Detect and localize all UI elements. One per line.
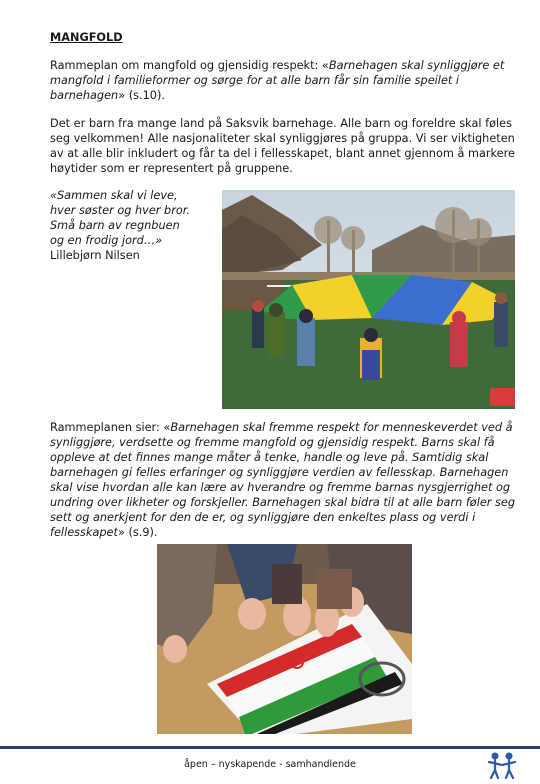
page-heading: MANGFOLD xyxy=(50,31,123,44)
poem-quote xyxy=(50,188,218,263)
children-logo-icon xyxy=(485,750,519,780)
flag-photo xyxy=(157,544,412,734)
para1-lead: Rammeplan om mangfold og gjensidig respekt: « xyxy=(50,59,329,72)
poem-line: og en frodig jord…» xyxy=(50,234,163,247)
poem-line: hver søster og hver bror. xyxy=(50,204,190,217)
parachute-photo xyxy=(222,190,515,409)
poem-line: «Sammen skal vi leve, xyxy=(50,189,178,202)
footer-slogan: åpen – nyskapende - samhandlende xyxy=(184,759,356,770)
para3-lead: Rammeplanen sier: « xyxy=(50,421,171,434)
para3-tail: » (s.9). xyxy=(117,526,158,539)
paragraph-rammeplanen-sier xyxy=(50,420,525,540)
paragraph-rammeplan-mangfold xyxy=(50,58,525,103)
parachute-photo-illustration xyxy=(222,190,515,409)
para1-quote: Barnehagen skal synliggjøre et mangfold i familieformer og sørge for at alle barn får sin familie speilet i barnehagen xyxy=(50,59,505,102)
poem-line: Små barn av regnbuen xyxy=(50,219,180,232)
flag-photo-illustration xyxy=(157,544,412,734)
footer-divider xyxy=(0,746,540,749)
para1-tail: » (s.10). xyxy=(118,89,165,102)
para3-quote: Barnehagen skal fremme respekt for menneskeverdet ved å synliggjøre, verdsette og fremme mangfold og gjensidig respekt. Barns skal få oppleve at det finnes mange måter å tenke, handle og leve på. Samtidig skal barnehagen gi felles erfaringer og synliggjøre verdien av fellesskap. Barnehagen skal vise hvordan alle kan lære av hverandre og fremme barnas nysgjerrighet og undring over likheter og forskjeller. Barnehagen skal bidra til at alle barn føler seg sett og anerkjent for den de er, og synliggjøre den enkeltes plass og verdi i fellesskapet xyxy=(50,421,516,539)
paragraph-nationalities: Det er barn fra mange land på Saksvik barnehage. Alle barn og foreldre skal føles seg velkommen! Alle nasjonaliteter skal synliggjøres på gruppa. Vi ser viktigheten av at alle blir inkludert og får ta del i fellesskapet, blant annet gjennom å markere høytider som er representert på gruppene. xyxy=(50,117,515,175)
poem-author: Lillebjørn Nilsen xyxy=(50,249,140,262)
